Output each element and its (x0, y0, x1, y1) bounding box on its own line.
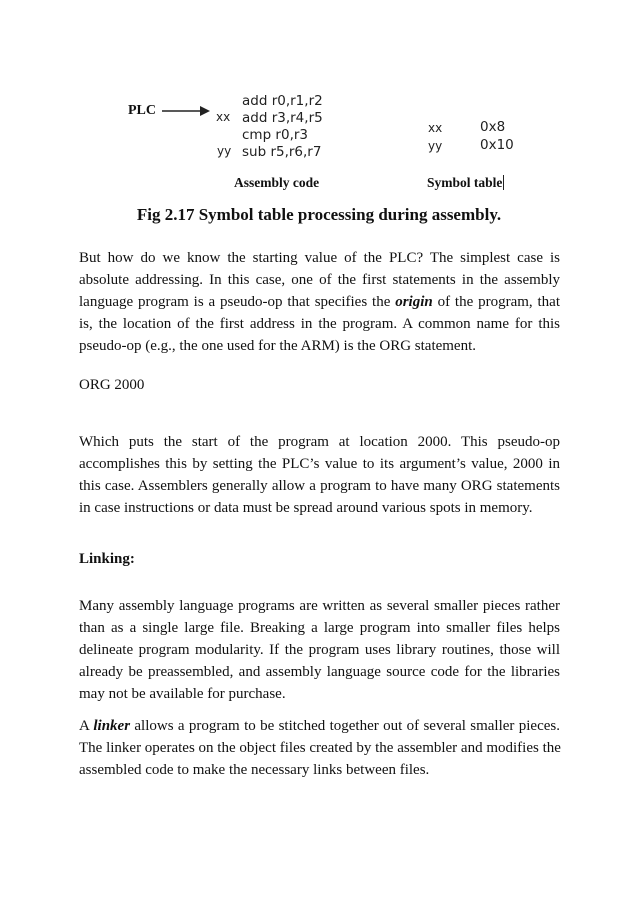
symbol-value: 0x10 (480, 137, 514, 153)
text-run: allows a program to be stitched together out of several smaller pieces. (130, 718, 560, 734)
text-line: Many assembly language programs are written as several smaller pieces rather (79, 598, 560, 614)
text-line: delineate program modularity. If the program uses library routines, those will (79, 642, 560, 658)
text-line: absolute addressing. In this case, one of the first statements in the assembly (79, 272, 560, 288)
text-line: Which puts the start of the program at location 2000. This pseudo-op (79, 434, 560, 450)
text-line: this case. Assemblers generally allow a program to have many ORG statements (79, 478, 560, 494)
yy-label: yy (217, 144, 232, 158)
xx-label: xx (216, 110, 231, 124)
paragraph-linking (79, 595, 560, 705)
paragraph-plc-start (79, 247, 560, 357)
assembly-code-caption: Assembly code (234, 175, 320, 190)
text-run: A (79, 718, 94, 734)
symbol-name: yy (428, 139, 443, 153)
symbol-table-figure (0, 0, 638, 235)
text-line (79, 291, 560, 313)
symbol-value: 0x8 (480, 119, 506, 135)
symbol-table-caption: Symbol table (427, 175, 503, 190)
text-line: But how do we know the starting value of the PLC? The simplest case is (79, 250, 560, 266)
text-line (79, 715, 560, 737)
code-line: cmp r0,r3 (242, 127, 309, 143)
code-line: add r3,r4,r5 (242, 110, 323, 126)
text-line: already be preassembled, and assembly language source code for the libraries (79, 664, 560, 680)
paragraph-org-explanation (79, 431, 560, 519)
code-line: sub r5,r6,r7 (242, 144, 322, 160)
text-line: accomplishes this by setting the PLC’s value to its argument’s value, 2000 in (79, 456, 560, 472)
symbol-name: xx (428, 121, 443, 135)
figure-caption: Fig 2.17 Symbol table processing during assembly. (136, 205, 502, 224)
text-line: in case instructions or data must be spread around various spots in memory. (79, 500, 533, 516)
paragraph-linker (79, 715, 560, 781)
text-line: is, the location of the first address in the program. A common name for this (79, 316, 560, 332)
arrow-right-icon (162, 104, 210, 118)
text-line: than as a single large file. Breaking a large program into smaller files helps (79, 620, 560, 636)
text-line: pseudo-op (e.g., the one used for the ARM) is the ORG statement. (79, 338, 477, 354)
text-line: The linker operates on the object files created by the assembler and modifies the (79, 740, 561, 756)
symbol-table-caption-wrap (427, 175, 504, 191)
org-statement: ORG 2000 (79, 377, 145, 393)
code-line: add r0,r1,r2 (242, 93, 323, 109)
linking-heading: Linking: (79, 551, 135, 567)
text-cursor (503, 175, 504, 190)
text-line: assembled code to make the necessary links between files. (79, 762, 430, 778)
emphasis-linker: linker (93, 718, 131, 734)
emphasis-origin: origin (395, 294, 433, 310)
plc-label: PLC (128, 103, 156, 118)
text-run: of the program, that (432, 294, 560, 310)
assembly-code-listing (242, 93, 323, 161)
text-run: language program is a pseudo-op that specifies the (79, 294, 396, 310)
text-line: may not be available for purchase. (79, 686, 286, 702)
